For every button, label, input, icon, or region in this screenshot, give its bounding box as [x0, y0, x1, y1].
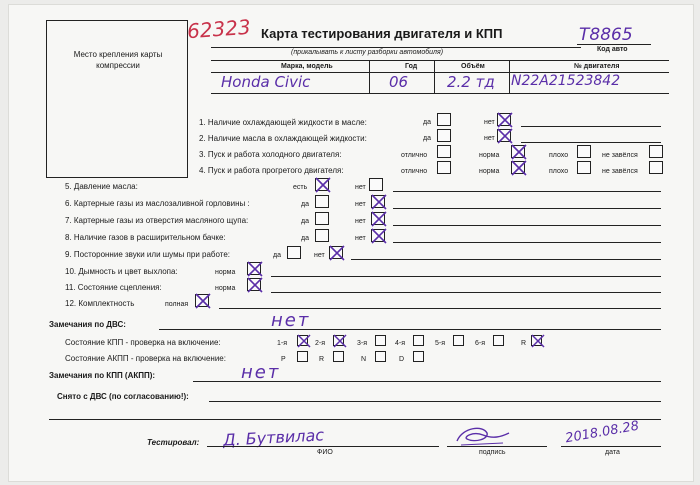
item-11-opt-normal: норма [215, 285, 236, 292]
date-label: дата [605, 449, 620, 456]
header-divider-2 [434, 60, 435, 93]
item-4-nostart-checkbox[interactable] [649, 161, 663, 174]
item-8-no-checkbox[interactable] [371, 229, 385, 242]
item-2-yes-checkbox[interactable] [437, 129, 451, 142]
gear-r-label: R [521, 340, 527, 347]
item-3-opt-bad: плохо [549, 152, 569, 159]
item-8-opt-no: нет [355, 235, 366, 242]
engine-no-value: N22A21523842 [511, 73, 621, 89]
item-12-opt-full: полная [165, 301, 189, 308]
item-2-label: 2. Наличие масла в охлаждающей жидкости: [199, 134, 367, 143]
item-8-opt-yes: да [301, 235, 309, 242]
page-title: Карта тестирования двигателя и КПП [261, 26, 503, 41]
gear-5-label: 5-я [435, 340, 446, 347]
compression-card-box [46, 20, 188, 178]
item-4-opt-bad: плохо [549, 168, 569, 175]
remarks-gearbox-line [193, 381, 661, 382]
remarks-gearbox-value: нет [241, 362, 281, 383]
item-12-label: 12. Комплектность [65, 299, 135, 308]
auto-p-label: P [281, 356, 286, 363]
gear-4-label: 4-я [395, 340, 406, 347]
extra-line [49, 419, 661, 420]
subtitle-underline [211, 47, 581, 48]
item-4-label: 4. Пуск и работа прогретого двигателя: [199, 166, 344, 175]
item-7-yes-checkbox[interactable] [315, 212, 329, 225]
handwritten-number: 62323 [186, 14, 252, 44]
item-3-opt-normal: норма [479, 152, 500, 159]
compression-card-label: Место крепления карты компрессии [73, 50, 163, 70]
item-7-opt-no: нет [355, 218, 366, 225]
item-4-excellent-checkbox[interactable] [437, 161, 451, 174]
item-10-line [271, 276, 661, 277]
date-line [561, 446, 661, 447]
item-2-opt-no: нет [484, 135, 495, 142]
item-4-opt-nostart: не завёлся [602, 168, 638, 175]
item-7-no-checkbox[interactable] [371, 212, 385, 225]
gear-5-checkbox[interactable] [453, 335, 464, 346]
removed-parts-label: Снято с ДВС (по согласованию!): [57, 392, 189, 401]
gear-2-label: 2-я [315, 340, 326, 347]
item-11-normal-checkbox[interactable] [247, 278, 261, 291]
auto-d-label: D [399, 356, 405, 363]
date-value: 2018.08.28 [564, 418, 641, 447]
auto-r-checkbox[interactable] [333, 351, 344, 362]
tested-by-label: Тестировал: [147, 438, 200, 447]
item-1-opt-yes: да [423, 119, 431, 126]
item-3-bad-checkbox[interactable] [577, 145, 591, 158]
item-5-opt-yes: есть [293, 184, 308, 191]
col-volume-label: Объём [461, 63, 485, 70]
gear-6-checkbox[interactable] [493, 335, 504, 346]
gear-1-label: 1-я [277, 340, 288, 347]
item-4-bad-checkbox[interactable] [577, 161, 591, 174]
auto-n-label: N [361, 356, 367, 363]
test-card-sheet [8, 4, 694, 482]
gearbox-auto-label: Состояние АКПП - проверка на включение: [65, 354, 226, 363]
item-7-opt-yes: да [301, 218, 309, 225]
remarks-engine-value: нет [271, 310, 311, 331]
item-6-line [393, 208, 661, 209]
item-6-yes-checkbox[interactable] [315, 195, 329, 208]
remarks-engine-line [159, 329, 661, 330]
item-10-opt-normal: норма [215, 269, 236, 276]
remarks-engine-label: Замечания по ДВС: [49, 320, 126, 329]
item-5-yes-checkbox[interactable] [315, 178, 329, 191]
removed-parts-line [209, 401, 661, 402]
gearbox-manual-label: Состояние КПП - проверка на включение: [65, 338, 221, 347]
item-5-opt-no: нет [355, 184, 366, 191]
fio-label: ФИО [317, 449, 333, 456]
item-9-yes-checkbox[interactable] [287, 246, 301, 259]
item-4-opt-excellent: отлично [401, 168, 428, 175]
item-9-opt-yes: да [273, 252, 281, 259]
item-11-label: 11. Состояние сцепления: [65, 283, 162, 292]
auto-r-label: R [319, 356, 325, 363]
item-8-yes-checkbox[interactable] [315, 229, 329, 242]
item-12-full-checkbox[interactable] [195, 294, 209, 307]
item-2-no-checkbox[interactable] [497, 129, 511, 142]
item-5-no-checkbox[interactable] [369, 178, 383, 191]
item-10-label: 10. Дымность и цвет выхлопа: [65, 267, 178, 276]
remarks-gearbox-label: Замечания по КПП (АКПП): [49, 371, 156, 380]
volume-value: 2.2 тд [447, 73, 495, 91]
gear-2-checkbox[interactable] [333, 335, 344, 346]
item-9-line [351, 259, 661, 260]
item-7-label: 7. Картерные газы из отверстия масляного щупа: [65, 216, 249, 225]
gear-6-label: 6-я [475, 340, 486, 347]
item-3-nostart-checkbox[interactable] [649, 145, 663, 158]
item-3-excellent-checkbox[interactable] [437, 145, 451, 158]
item-11-line [271, 292, 661, 293]
item-2-opt-yes: да [423, 135, 431, 142]
item-10-normal-checkbox[interactable] [247, 262, 261, 275]
auto-n-checkbox[interactable] [375, 351, 386, 362]
header-divider-3 [509, 60, 510, 93]
item-6-opt-no: нет [355, 201, 366, 208]
item-12-line [219, 308, 661, 309]
item-8-line [393, 242, 661, 243]
item-6-label: 6. Картерные газы из маслозаливной горловины : [65, 199, 250, 208]
item-9-label: 9. Посторонние звуки или шумы при работе: [65, 250, 231, 259]
item-3-normal-checkbox[interactable] [511, 145, 525, 158]
item-7-line [393, 225, 661, 226]
header-divider-1 [369, 60, 370, 93]
gear-4-checkbox[interactable] [413, 335, 424, 346]
col-year-label: Год [405, 63, 418, 70]
item-2-line [521, 142, 661, 143]
item-3-opt-excellent: отлично [401, 152, 428, 159]
engine-code-underline [577, 44, 651, 45]
gear-3-label: 3-я [357, 340, 368, 347]
item-4-normal-checkbox[interactable] [511, 161, 525, 174]
item-1-yes-checkbox[interactable] [437, 113, 451, 126]
col-engine-no-label: № двигателя [574, 63, 620, 70]
year-value: 06 [389, 73, 409, 91]
tester-name: Д. Бутвилас [222, 425, 325, 450]
item-1-no-checkbox[interactable] [497, 113, 511, 126]
auto-d-checkbox[interactable] [413, 351, 424, 362]
signature-label: подпись [479, 449, 506, 456]
make-value: Honda Civic [221, 73, 311, 91]
item-5-label: 5. Давление масла: [65, 182, 138, 191]
item-4-opt-normal: норма [479, 168, 500, 175]
item-1-opt-no: нет [484, 119, 495, 126]
item-6-opt-yes: да [301, 201, 309, 208]
gear-1-checkbox[interactable] [297, 335, 308, 346]
item-3-label: 3. Пуск и работа холодного двигателя: [199, 150, 342, 159]
item-9-opt-no: нет [314, 252, 325, 259]
page-subtitle: (прикалывать к листу разборки автомобиля) [291, 49, 444, 56]
item-1-line [521, 126, 661, 127]
item-5-line [393, 191, 661, 192]
tester-name-line [207, 446, 439, 447]
header-top-line [211, 60, 669, 61]
engine-code-value: T8865 [579, 25, 633, 45]
gear-3-checkbox[interactable] [375, 335, 386, 346]
auto-p-checkbox[interactable] [297, 351, 308, 362]
engine-code-label: Код авто [597, 46, 628, 53]
signature-line [447, 446, 547, 447]
item-6-no-checkbox[interactable] [371, 195, 385, 208]
header-bottom-line [211, 93, 669, 94]
item-1-label: 1. Наличие охлаждающей жидкости в масле: [199, 118, 367, 127]
item-9-no-checkbox[interactable] [329, 246, 343, 259]
item-3-opt-nostart: не завёлся [602, 152, 638, 159]
item-8-label: 8. Наличие газов в расширительном бачке: [65, 233, 226, 242]
col-make-label: Марка, модель [281, 63, 333, 70]
gear-r-checkbox[interactable] [531, 335, 542, 346]
